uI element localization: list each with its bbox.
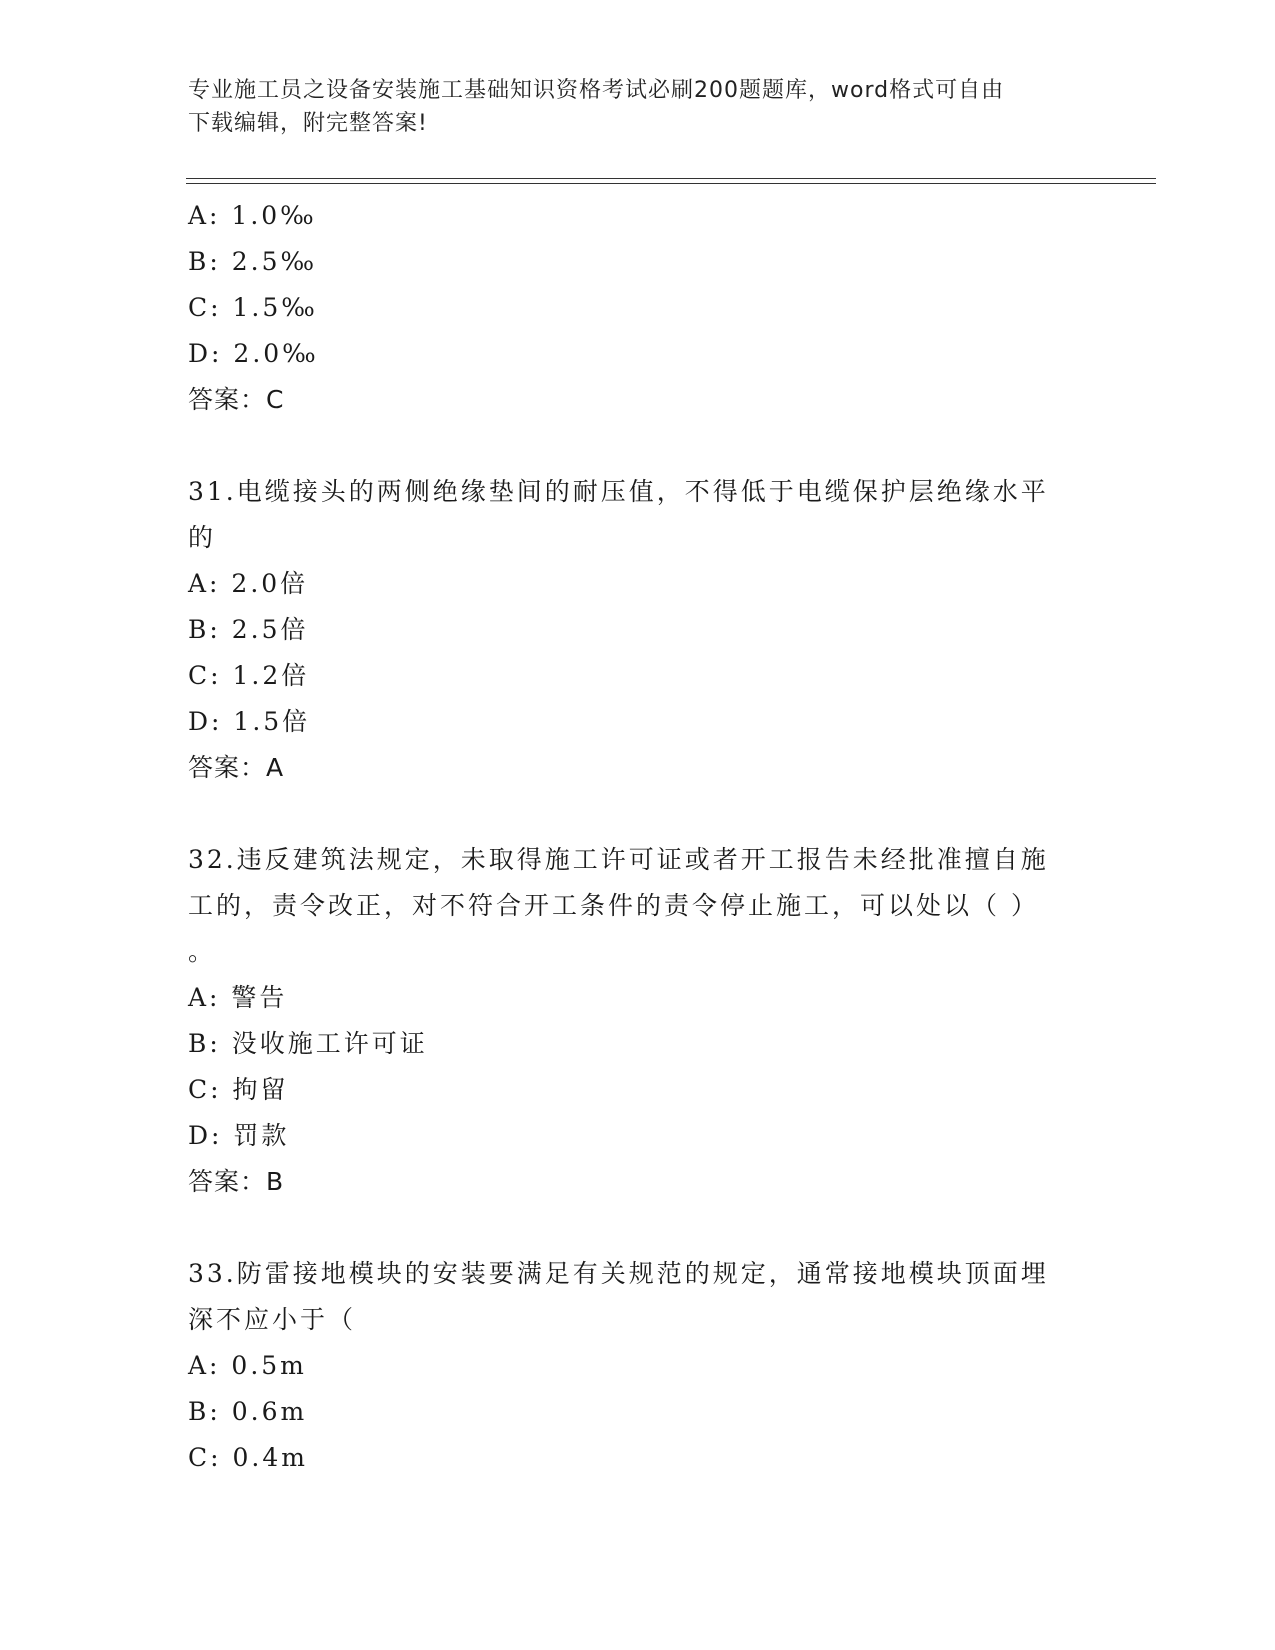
question-33	[188, 1251, 1088, 1481]
option-c: C: 0.4m	[188, 1443, 308, 1472]
option-b: B: 没收施工许可证	[188, 1029, 428, 1058]
question-31	[188, 469, 1088, 791]
option-d: D: 1.5倍	[188, 707, 311, 736]
header-divider-bottom	[186, 183, 1156, 184]
header-divider-top	[186, 178, 1156, 179]
answer-line: 答案：B	[188, 1167, 285, 1196]
option-d: D: 罚款	[188, 1121, 290, 1150]
question-text-continued: 深不应小于（	[188, 1305, 357, 1334]
question-32	[188, 837, 1088, 1205]
header-title-line-1: 专业施工员之设备安装施工基础知识资格考试必刷200题题库，word格式可自由	[188, 78, 1005, 103]
option-c: C: 拘留	[188, 1075, 289, 1104]
answer-line: 答案：C	[188, 385, 285, 414]
option-b: B: 0.6m	[188, 1397, 308, 1426]
option-c: C: 1.5‰	[188, 293, 318, 322]
option-b: B: 2.5倍	[188, 615, 309, 644]
question-text: 32.违反建筑法规定，未取得施工许可证或者开工报告未经批准擅自施	[188, 845, 1049, 874]
header-title-line-2: 下载编辑，附完整答案!	[188, 111, 428, 136]
question-text: 31.电缆接头的两侧绝缘垫间的耐压值，不得低于电缆保护层绝缘水平	[188, 477, 1049, 506]
question-text-continued: 的	[188, 523, 217, 552]
question-list	[188, 193, 1088, 1481]
answer-line: 答案：A	[188, 753, 285, 782]
question-text-continued: 工的，责令改正，对不符合开工条件的责令停止施工，可以处以（ ）	[188, 891, 1039, 920]
option-a: A: 1.0‰	[188, 201, 317, 230]
option-b: B: 2.5‰	[188, 247, 318, 276]
option-c: C: 1.2倍	[188, 661, 310, 690]
document-header	[188, 74, 1088, 140]
option-d: D: 2.0‰	[188, 339, 319, 368]
question-text-end: 。	[188, 937, 217, 966]
option-a: A: 2.0倍	[188, 569, 309, 598]
question-text: 33.防雷接地模块的安装要满足有关规范的规定，通常接地模块顶面埋	[188, 1259, 1049, 1288]
question-30-continued	[188, 193, 1088, 423]
option-a: A: 警告	[188, 983, 288, 1012]
option-a: A: 0.5m	[188, 1351, 307, 1380]
